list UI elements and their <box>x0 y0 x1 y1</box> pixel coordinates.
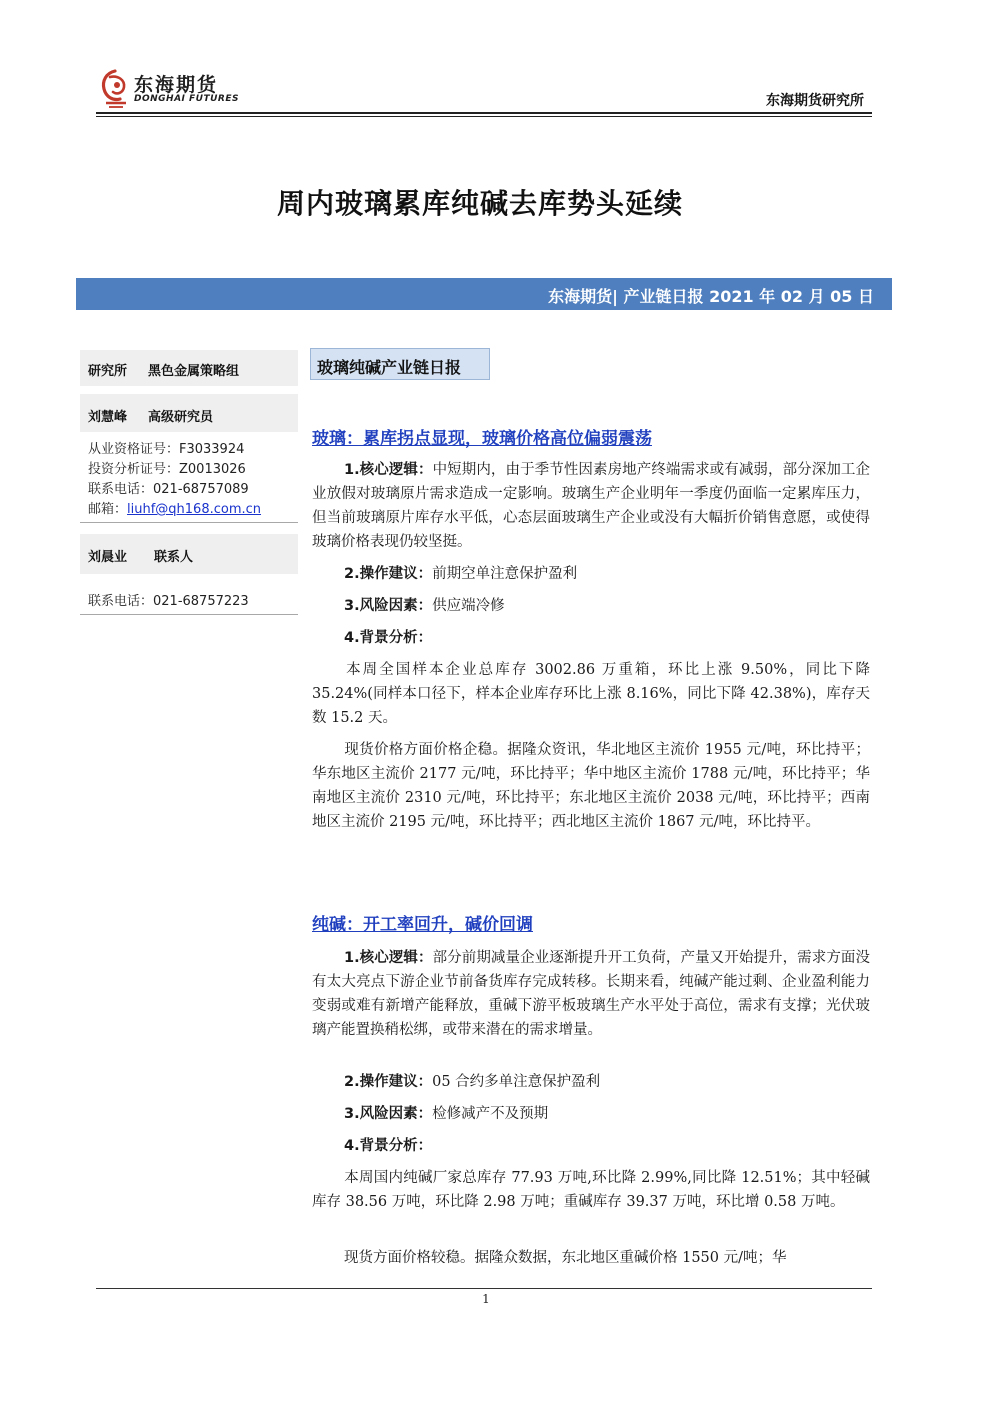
analysis-cert: 投资分析证号：Z0013026 <box>88 462 246 477</box>
logo-en-text: DONGHAI FUTURES <box>134 94 239 104</box>
glass-risk-label: 3.风险因素： <box>344 598 433 614</box>
report-banner <box>76 278 892 310</box>
glass-core-logic <box>312 458 870 554</box>
soda-bg-inventory <box>312 1166 870 1214</box>
contact-name: 刘晨业 <box>88 550 128 565</box>
glass-bg-inventory <box>312 658 870 730</box>
section-badge-text: 玻璃纯碱产业链日报 <box>317 358 462 377</box>
analyst-phone: 联系电话：021-68757089 <box>88 482 249 497</box>
analyst-title: 高级研究员 <box>148 410 214 425</box>
donghai-logo <box>96 68 239 112</box>
sidebar-contact-bar <box>80 534 298 574</box>
header-rule-thin <box>96 116 872 117</box>
report-title: 周内玻璃累库纯碱去库势头延续 <box>276 187 683 220</box>
sidebar-divider-bottom <box>80 614 298 615</box>
glass-bg-inventory-text: 本周全国样本企业总库存 3002.86 万重箱，环比上涨 9.50%，同比下降 35.24%(同样本口径下，样本企业库存环比上涨 8.16%，同比下降 42.38%)，库存天数 15.2 天。 <box>312 662 870 726</box>
analyst-email <box>88 498 261 517</box>
glass-bg-heading <box>344 626 432 650</box>
soda-logic-label: 1.核心逻辑： <box>344 950 433 966</box>
banner-text: 东海期货| 产业链日报 2021 年 02 月 05 日 <box>548 287 874 306</box>
glass-bg-spot-price <box>312 738 870 834</box>
qualification-cert: 从业资格证号：F3033924 <box>88 442 245 457</box>
soda-core-logic <box>312 946 870 1042</box>
contact-title: 联系人 <box>154 550 194 565</box>
glass-advice-text: 前期空单注意保护盈利 <box>432 566 578 582</box>
footer-rule <box>96 1288 872 1289</box>
soda-advice <box>344 1070 600 1094</box>
soda-bg-spot-price <box>312 1246 870 1270</box>
glass-risk <box>344 594 505 618</box>
sidebar-dept-bar <box>80 350 298 386</box>
sidebar-analyst-bar <box>80 394 298 432</box>
logo-cn-text: 东海期货 <box>134 74 219 96</box>
soda-risk-label: 3.风险因素： <box>344 1106 433 1122</box>
dragon-logo-icon <box>98 68 132 110</box>
soda-risk-text: 检修减产不及预期 <box>432 1106 549 1122</box>
glass-bg-spot-text: 现货价格方面价格企稳。据隆众资讯，华北地区主流价 1955 元/吨，环比持平；华东地区主流价 2177 元/吨，环比持平；华中地区主流价 1788 元/吨，环比持平；华南地区主流价 2310 元/吨，环比持平；东北地区主流价 2038 元/吨，环比持平；西南地区主流价 2195 元/吨，环比持平；西北地区主流价 1867 元/吨，环比持平。 <box>312 742 870 830</box>
soda-logic-text: 部分前期减量企业逐渐提升开工负荷，产量又开始提升，需求方面没有太大亮点下游企业节前备货库存完成转移。长期来看，纯碱产能过剩、企业盈利能力变弱或难有新增产能释放，重碱下游平板玻璃生产水平处于高位，需求有支撑；光伏玻璃产能置换稍松绑，或带来潜在的需求增量。 <box>312 950 870 1038</box>
glass-logic-label: 1.核心逻辑： <box>344 462 433 478</box>
soda-bg-inventory-text: 本周国内纯碱厂家总库存 77.93 万吨,环比降 2.99%,同比降 12.51%；其中轻碱库存 38.56 万吨，环比降 2.98 万吨；重碱库存 39.37 万吨，环比增 0.58 万吨。 <box>312 1170 870 1210</box>
glass-bg-label: 4.背景分析： <box>344 630 433 646</box>
sidebar-divider <box>80 522 298 523</box>
soda-advice-label: 2.操作建议： <box>344 1074 433 1090</box>
glass-risk-text: 供应端冷修 <box>432 598 505 614</box>
glass-advice <box>344 562 577 586</box>
dept-label: 研究所 <box>88 364 128 379</box>
soda-risk <box>344 1102 548 1126</box>
soda-bg-label: 4.背景分析： <box>344 1138 433 1154</box>
soda-bg-spot-text: 现货方面价格较稳。据隆众数据，东北地区重碱价格 1550 元/吨；华 <box>344 1250 787 1266</box>
contact-phone: 联系电话：021-68757223 <box>88 594 249 609</box>
soda-advice-text: 05 合约多单注意保护盈利 <box>432 1074 601 1090</box>
glass-advice-label: 2.操作建议： <box>344 566 433 582</box>
glass-heading: 玻璃：累库拐点显现，玻璃价格高位偏弱震荡 <box>312 429 652 449</box>
email-label: 邮箱： <box>88 502 128 517</box>
glass-logic-text: 中短期内，由于季节性因素房地产终端需求或有减弱，部分深加工企业放假对玻璃原片需求造成一定影响。玻璃生产企业明年一季度仍面临一定累库压力，但当前玻璃原片库存水平低，心态层面玻璃生产企业或没有大幅折价销售意愿，或使得玻璃价格表现仍较坚挺。 <box>312 462 870 550</box>
page-number: 1 <box>482 1292 490 1306</box>
header-rule-thick <box>96 112 872 114</box>
group-label: 黑色金属策略组 <box>148 364 240 379</box>
section-badge <box>310 348 490 380</box>
institute-name: 东海期货研究所 <box>766 93 864 109</box>
email-link[interactable]: liuhf@qh168.com.cn <box>127 502 262 517</box>
analyst-name: 刘慧峰 <box>88 410 128 425</box>
soda-bg-heading <box>344 1134 432 1158</box>
soda-heading: 纯碱：开工率回升，碱价回调 <box>312 915 533 935</box>
